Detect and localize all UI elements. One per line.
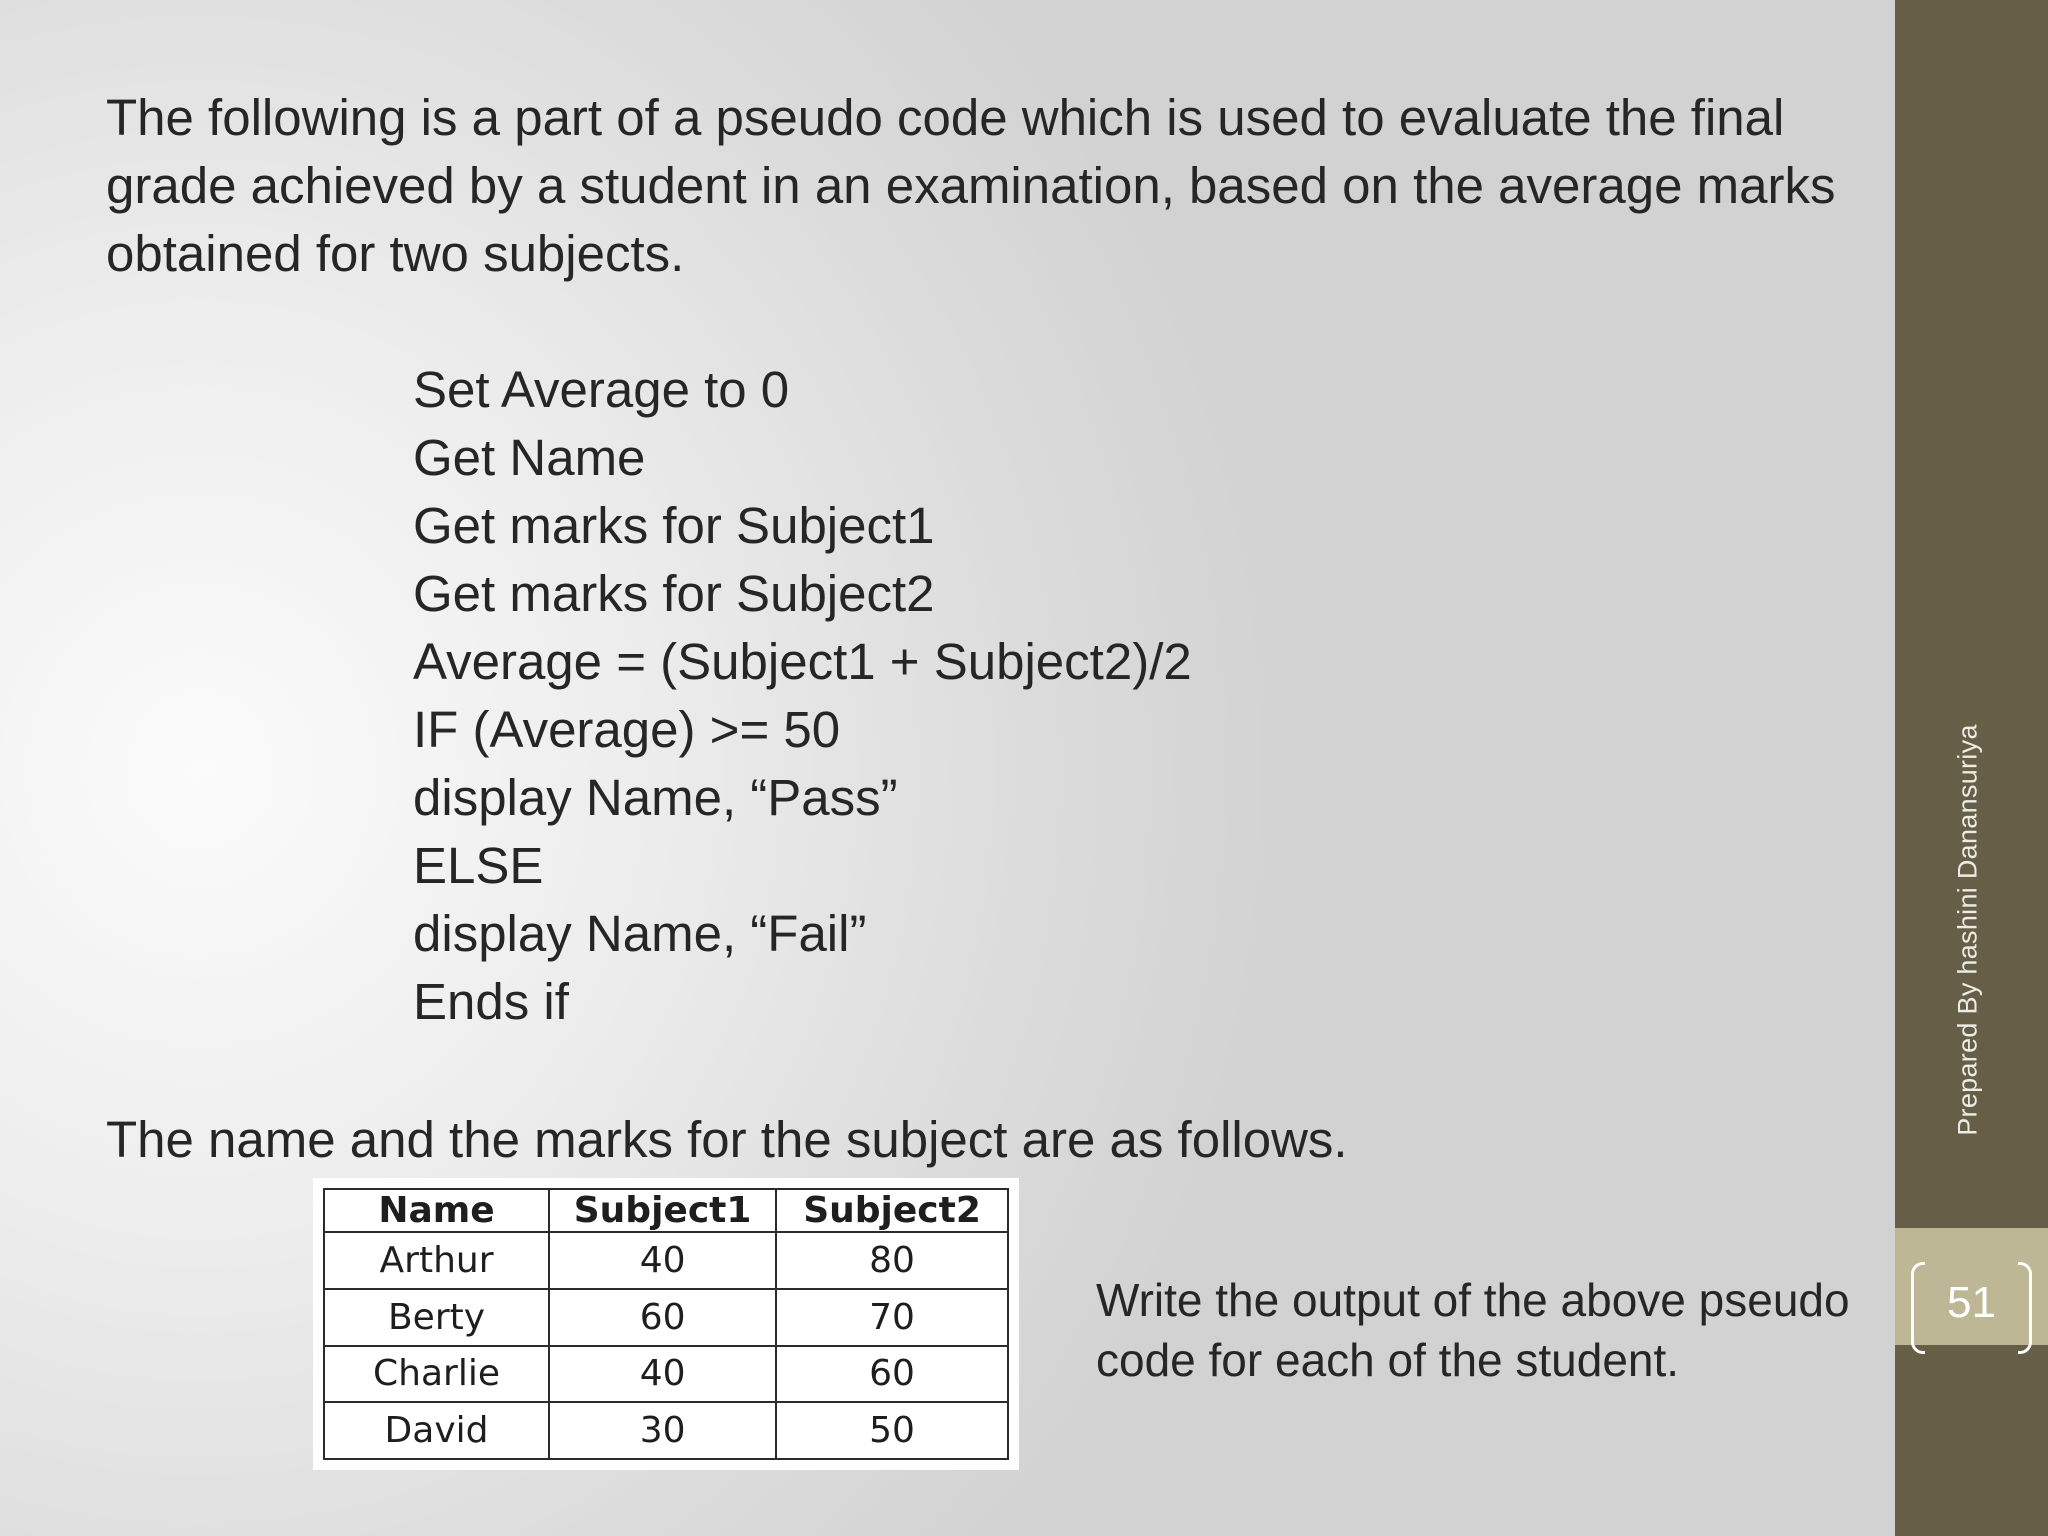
code-line: Set Average to 0 — [413, 361, 790, 418]
author-credit: Prepared By hashini Danansuriya — [1952, 724, 1983, 1136]
marks-table-image — [313, 1178, 1019, 1470]
table-intro-text: The name and the marks for the subject are as follows. — [106, 1111, 1348, 1168]
left-bracket-icon — [1911, 1262, 1925, 1354]
table-cell: Berty — [324, 1289, 549, 1346]
code-line: display Name, “Pass” — [413, 769, 898, 826]
table-header-cell: Subject1 — [549, 1189, 776, 1232]
code-line: Ends if — [413, 973, 569, 1030]
code-line: Average = (Subject1 + Subject2)/2 — [413, 633, 1192, 690]
table-cell: Arthur — [324, 1232, 549, 1289]
table-row — [324, 1289, 1008, 1346]
table-cell: 60 — [776, 1346, 1008, 1403]
table-row — [324, 1232, 1008, 1289]
page-number: 51 — [1947, 1278, 1996, 1327]
table-header-cell: Name — [324, 1189, 549, 1232]
table-cell: 70 — [776, 1289, 1008, 1346]
table-row — [324, 1346, 1008, 1403]
marks-table — [323, 1188, 1009, 1460]
question-text: Write the output of the above pseudo code for each of the student. — [1096, 1274, 1850, 1386]
code-line: Get marks for Subject1 — [413, 497, 935, 554]
code-line: display Name, “Fail” — [413, 905, 867, 962]
table-row — [324, 1402, 1008, 1459]
intro-paragraph: The following is a part of a pseudo code which is used to evaluate the final grade achieved by a student in an examination, based on the average marks obtained for two subjects. — [106, 89, 1836, 282]
code-line: ELSE — [413, 837, 544, 894]
table-cell: 40 — [549, 1232, 776, 1289]
code-line: Get Name — [413, 429, 646, 486]
table-cell: 50 — [776, 1402, 1008, 1459]
table-cell: 80 — [776, 1232, 1008, 1289]
table-header-row — [324, 1189, 1008, 1232]
code-line: Get marks for Subject2 — [413, 565, 935, 622]
right-bracket-icon — [2018, 1262, 2032, 1354]
table-cell: 40 — [549, 1346, 776, 1403]
pseudo-code-block — [413, 356, 1192, 1036]
table-cell: Charlie — [324, 1346, 549, 1403]
table-cell: David — [324, 1402, 549, 1459]
code-line: IF (Average) >= 50 — [413, 701, 841, 758]
table-header-cell: Subject2 — [776, 1189, 1008, 1232]
table-cell: 60 — [549, 1289, 776, 1346]
table-cell: 30 — [549, 1402, 776, 1459]
